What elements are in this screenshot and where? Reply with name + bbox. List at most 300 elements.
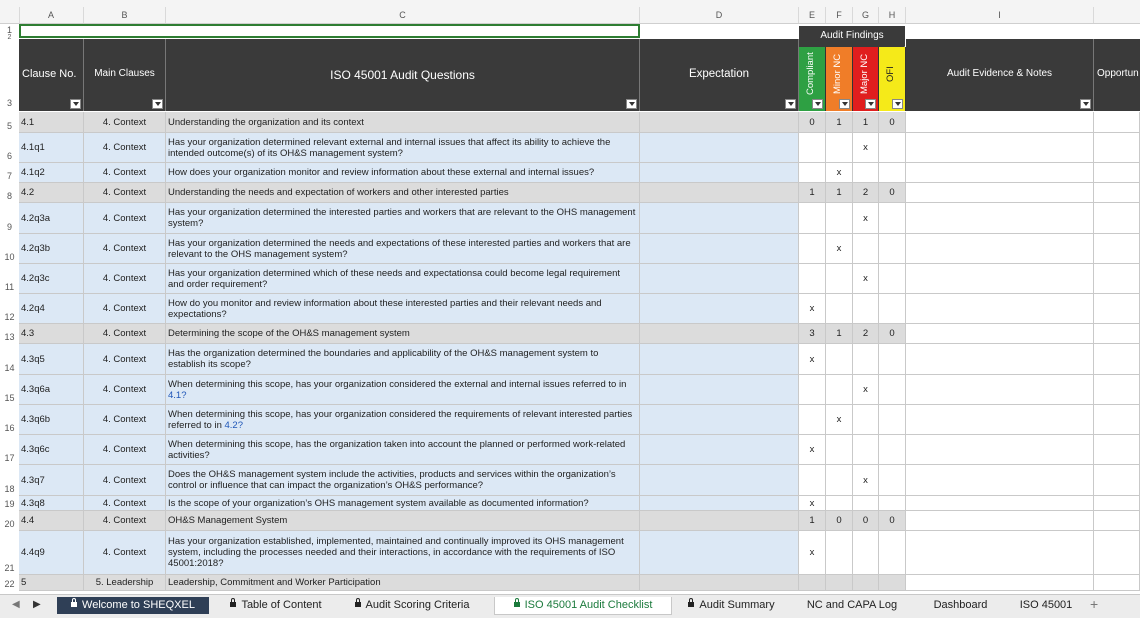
opportunity-cell[interactable] — [1094, 575, 1140, 590]
main-clause-cell[interactable]: 4. Context — [84, 133, 166, 162]
main-clause-cell[interactable]: 4. Context — [84, 435, 166, 464]
question-text — [168, 515, 287, 526]
expectation-cell[interactable] — [640, 531, 799, 574]
minor-nc-cell[interactable]: 1 — [826, 183, 853, 202]
col-header-c[interactable]: C — [166, 7, 640, 23]
question-cell[interactable] — [166, 133, 640, 162]
expectation-cell[interactable] — [640, 405, 799, 434]
opportunity-cell[interactable] — [1094, 324, 1140, 343]
ofi-cell[interactable] — [879, 575, 906, 590]
question-text — [168, 117, 364, 128]
clause-cell[interactable]: 4.4q9 — [19, 531, 84, 574]
main-clause-cell[interactable]: 4. Context — [84, 405, 166, 434]
question-text — [168, 498, 589, 509]
minor-nc-cell[interactable]: x — [826, 405, 853, 434]
question-label: Has your organization determined relevant external and internal issues that affect its ability to achieve the intended outcome(s) of its OH&S management system? — [168, 136, 611, 159]
ofi-cell[interactable] — [879, 405, 906, 434]
question-cell[interactable] — [166, 435, 640, 464]
opportunity-cell[interactable] — [1094, 112, 1140, 132]
question-cell[interactable] — [166, 511, 640, 530]
clause-cell[interactable]: 4.1q1 — [19, 133, 84, 162]
row-number[interactable]: 2 — [7, 34, 12, 41]
minor-nc-cell[interactable] — [826, 264, 853, 293]
ofi-cell[interactable]: 0 — [879, 112, 906, 132]
minor-nc-cell[interactable] — [826, 575, 853, 590]
expectation-cell[interactable] — [640, 203, 799, 233]
row-number[interactable]: 16 — [4, 423, 15, 433]
opportunity-cell[interactable] — [1094, 234, 1140, 263]
row-number[interactable]: 10 — [4, 252, 15, 262]
question-cell[interactable] — [166, 531, 640, 574]
row-number[interactable]: 9 — [6, 222, 12, 232]
col-header-h[interactable]: H — [879, 7, 906, 23]
sheet-tab[interactable] — [217, 597, 335, 614]
ofi-cell[interactable] — [879, 531, 906, 574]
lock-icon — [514, 602, 520, 607]
ofi-cell[interactable]: 0 — [879, 511, 906, 530]
minor-nc-cell[interactable]: x — [826, 163, 853, 182]
question-cell[interactable] — [166, 465, 640, 495]
header-opportunities — [1094, 39, 1140, 111]
tab-scroll-left-icon[interactable]: ◀ — [12, 599, 20, 610]
evidence-cell[interactable] — [906, 133, 1094, 162]
major-nc-cell[interactable]: x — [853, 133, 879, 162]
filter-dropdown-icon[interactable] — [785, 99, 796, 109]
opportunity-cell[interactable] — [1094, 344, 1140, 374]
question-label: When determining this scope, has your organization considered the external and internal issues referred to in — [168, 378, 627, 390]
opportunity-cell[interactable] — [1094, 511, 1140, 530]
question-cell[interactable] — [166, 112, 640, 132]
sheet-tab[interactable] — [57, 597, 209, 614]
filter-dropdown-icon[interactable] — [892, 99, 903, 109]
expectation-cell[interactable] — [640, 324, 799, 343]
question-label: Does the OH&S management system include the activities, products and services within the organization’s control or influence that can impact the organization’s OH&S performance? — [168, 469, 616, 491]
ofi-cell[interactable] — [879, 344, 906, 374]
main-clause-cell[interactable]: 4. Context — [84, 264, 166, 293]
evidence-cell[interactable] — [906, 496, 1094, 510]
compliant-cell[interactable]: x — [799, 435, 826, 464]
clause-cell[interactable]: 4.1q2 — [19, 163, 84, 182]
question-cell[interactable] — [166, 496, 640, 510]
header-minor-nc — [826, 47, 853, 111]
add-sheet-icon[interactable]: + — [1090, 596, 1099, 612]
row-number[interactable]: 15 — [4, 393, 15, 403]
row-number[interactable]: 12 — [4, 312, 15, 322]
evidence-cell[interactable] — [906, 294, 1094, 323]
col-header-g[interactable]: G — [853, 7, 879, 23]
question-label: How do you monitor and review information about these interested parties and their relevant needs and expectations? — [168, 297, 602, 320]
major-nc-cell[interactable]: x — [853, 203, 879, 233]
question-label: Has your organization determined the interested parties and workers that are relevant to the OHS management system? — [168, 207, 636, 229]
filter-dropdown-icon[interactable] — [865, 99, 876, 109]
question-label: When determining this scope, has your organization considered the requirements of relevant interested parties referred to in — [168, 408, 633, 431]
minor-nc-cell[interactable]: x — [826, 234, 853, 263]
evidence-cell[interactable] — [906, 375, 1094, 404]
col-header-f[interactable]: F — [826, 7, 853, 23]
expectation-cell[interactable] — [640, 294, 799, 323]
section-row — [19, 324, 1140, 344]
row-number[interactable]: 18 — [4, 484, 15, 494]
question-row — [19, 405, 1140, 435]
main-clause-cell[interactable]: 4. Context — [84, 294, 166, 323]
evidence-cell[interactable] — [906, 163, 1094, 182]
major-nc-cell[interactable] — [853, 575, 879, 590]
header-ofi — [879, 47, 906, 111]
ofi-cell[interactable] — [879, 375, 906, 404]
major-nc-cell[interactable] — [853, 496, 879, 510]
clause-cell[interactable]: 4.1 — [19, 112, 84, 132]
row-number[interactable]: 6 — [6, 151, 12, 161]
filter-dropdown-icon[interactable] — [626, 99, 637, 109]
question-cell[interactable] — [166, 234, 640, 263]
row-number[interactable]: 17 — [4, 453, 15, 463]
question-label: Understanding the organization and its context — [168, 116, 364, 128]
minor-nc-cell[interactable] — [826, 465, 853, 495]
section-row — [19, 511, 1140, 531]
main-clause-cell[interactable]: 4. Context — [84, 511, 166, 530]
compliant-cell[interactable]: 0 — [799, 112, 826, 132]
clause-cell[interactable]: 4.4 — [19, 511, 84, 530]
header-questions-label: ISO 45001 Audit Questions — [330, 68, 475, 82]
evidence-cell[interactable] — [906, 183, 1094, 202]
main-clause-cell[interactable]: 4. Context — [84, 234, 166, 263]
clause-cell[interactable]: 4.2q3a — [19, 203, 84, 233]
clause-cell[interactable]: 4.2q4 — [19, 294, 84, 323]
major-nc-cell[interactable] — [853, 294, 879, 323]
corner-cell[interactable] — [0, 7, 20, 23]
minor-nc-cell[interactable] — [826, 203, 853, 233]
ofi-cell[interactable] — [879, 496, 906, 510]
row-number[interactable]: 20 — [4, 519, 15, 529]
clause-cell[interactable]: 4.2q3c — [19, 264, 84, 293]
opportunity-cell[interactable] — [1094, 133, 1140, 162]
major-nc-cell[interactable] — [853, 405, 879, 434]
question-row — [19, 435, 1140, 465]
opportunity-cell[interactable] — [1094, 435, 1140, 464]
compliant-cell[interactable]: x — [799, 496, 826, 510]
compliant-cell[interactable]: 1 — [799, 183, 826, 202]
header-clause-no-label: Clause No. — [22, 68, 77, 80]
row-number[interactable]: 1 — [6, 25, 12, 35]
main-clause-cell[interactable]: 4. Context — [84, 375, 166, 404]
minor-nc-cell[interactable] — [826, 531, 853, 574]
evidence-cell[interactable] — [906, 344, 1094, 374]
compliant-cell[interactable] — [799, 264, 826, 293]
evidence-cell[interactable] — [906, 264, 1094, 293]
sheet-tab-label: Audit Summary — [699, 599, 775, 611]
minor-nc-cell[interactable] — [826, 294, 853, 323]
opportunity-cell[interactable] — [1094, 375, 1140, 404]
question-cell[interactable] — [166, 324, 640, 343]
main-clause-cell[interactable]: 4. Context — [84, 324, 166, 343]
col-header-e[interactable]: E — [799, 7, 826, 23]
row-number[interactable]: 3 — [6, 98, 12, 108]
evidence-cell[interactable] — [906, 531, 1094, 574]
main-clause-cell[interactable]: 4. Context — [84, 496, 166, 510]
lock-icon — [688, 602, 694, 607]
question-text — [168, 439, 637, 461]
header-major-nc-label: Major NC — [858, 53, 870, 95]
col-header-a[interactable]: A — [19, 7, 84, 23]
clause-cell[interactable]: 4.3q5 — [19, 344, 84, 374]
question-row — [19, 163, 1140, 183]
minor-nc-cell[interactable] — [826, 496, 853, 510]
sheet-tab[interactable] — [1011, 597, 1081, 614]
major-nc-cell[interactable]: 0 — [853, 511, 879, 530]
col-header-j[interactable] — [1094, 7, 1140, 23]
expectation-cell[interactable] — [640, 183, 799, 202]
evidence-cell[interactable] — [906, 234, 1094, 263]
filter-dropdown-icon[interactable] — [839, 99, 850, 109]
compliant-cell[interactable] — [799, 465, 826, 495]
opportunity-cell[interactable] — [1094, 163, 1140, 182]
major-nc-cell[interactable]: 2 — [853, 324, 879, 343]
major-nc-cell[interactable]: 2 — [853, 183, 879, 202]
row-number[interactable]: 7 — [6, 171, 12, 181]
question-cell[interactable] — [166, 203, 640, 233]
sheet-tab-label: Audit Scoring Criteria — [365, 599, 470, 611]
col-header-d[interactable]: D — [640, 7, 799, 23]
expectation-cell[interactable] — [640, 465, 799, 495]
question-text — [168, 238, 637, 260]
opportunity-cell[interactable] — [1094, 183, 1140, 202]
header-questions — [166, 39, 640, 111]
sheet-tab[interactable] — [494, 597, 672, 615]
expectation-cell[interactable] — [640, 496, 799, 510]
header-ofi-label: OFI — [885, 66, 896, 82]
expectation-cell[interactable] — [640, 511, 799, 530]
question-row — [19, 264, 1140, 294]
sheet-tab-label: NC and CAPA Log — [806, 599, 898, 611]
ofi-cell[interactable] — [879, 203, 906, 233]
question-cell[interactable] — [166, 405, 640, 434]
sheet-tab-label: Table of Content — [241, 599, 322, 611]
col-header-i[interactable]: I — [906, 7, 1094, 23]
lock-icon — [230, 602, 236, 607]
major-nc-cell[interactable]: x — [853, 375, 879, 404]
clause-cell[interactable]: 4.2q3b — [19, 234, 84, 263]
evidence-cell[interactable] — [906, 511, 1094, 530]
clause-cell[interactable]: 4.2 — [19, 183, 84, 202]
evidence-cell[interactable] — [906, 405, 1094, 434]
question-label: Determining the scope of the OH&S management system — [168, 328, 410, 339]
compliant-cell[interactable] — [799, 234, 826, 263]
clause-reference-link[interactable]: 4.1? — [168, 389, 187, 401]
compliant-cell[interactable]: 3 — [799, 324, 826, 343]
question-row — [19, 531, 1140, 575]
clause-cell[interactable]: 4.3q7 — [19, 465, 84, 495]
question-row — [19, 203, 1140, 234]
expectation-cell[interactable] — [640, 264, 799, 293]
ofi-cell[interactable]: 0 — [879, 324, 906, 343]
clause-cell[interactable]: 4.3q6b — [19, 405, 84, 434]
major-nc-cell[interactable]: 1 — [853, 112, 879, 132]
expectation-cell[interactable] — [640, 575, 799, 590]
major-nc-cell[interactable] — [853, 163, 879, 182]
question-cell[interactable] — [166, 294, 640, 323]
main-clause-cell[interactable]: 4. Context — [84, 531, 166, 574]
opportunity-cell[interactable] — [1094, 531, 1140, 574]
main-clause-cell[interactable]: 4. Context — [84, 465, 166, 495]
minor-nc-cell[interactable]: 1 — [826, 112, 853, 132]
minor-nc-cell[interactable] — [826, 435, 853, 464]
opportunity-cell[interactable] — [1094, 294, 1140, 323]
compliant-cell[interactable]: x — [799, 531, 826, 574]
sheet-tab[interactable] — [677, 597, 786, 614]
clause-cell[interactable]: 4.3q8 — [19, 496, 84, 510]
clause-cell[interactable]: 4.3q6a — [19, 375, 84, 404]
expectation-cell[interactable] — [640, 344, 799, 374]
minor-nc-cell[interactable] — [826, 375, 853, 404]
section-row — [19, 183, 1140, 203]
compliant-cell[interactable] — [799, 203, 826, 233]
compliant-cell[interactable]: x — [799, 344, 826, 374]
sheet-tab[interactable] — [915, 597, 1006, 614]
main-clause-cell[interactable]: 4. Context — [84, 163, 166, 182]
filter-dropdown-icon[interactable] — [152, 99, 163, 109]
sheet-tab-label: Welcome to SHEQXEL — [82, 599, 195, 611]
selected-cell-range[interactable] — [19, 24, 640, 38]
question-text — [168, 207, 637, 229]
expectation-cell[interactable] — [640, 112, 799, 132]
header-expectation — [640, 39, 799, 111]
col-header-b[interactable]: B — [84, 7, 166, 23]
compliant-cell[interactable] — [799, 133, 826, 162]
header-expectation-label: Expectation — [688, 68, 750, 80]
question-label: Understanding the needs and expectation of workers and other interested parties — [168, 187, 509, 198]
compliant-cell[interactable] — [799, 575, 826, 590]
expectation-cell[interactable] — [640, 163, 799, 182]
lock-icon — [71, 602, 77, 607]
row-number[interactable]: 8 — [6, 191, 12, 201]
question-label: When determining this scope, has the organization taken into account the planned or performed work-related activities? — [168, 438, 626, 461]
expectation-cell[interactable] — [640, 435, 799, 464]
audit-findings-title: Audit Findings — [799, 26, 905, 46]
ofi-cell[interactable]: 0 — [879, 183, 906, 202]
question-cell[interactable] — [166, 344, 640, 374]
question-cell[interactable] — [166, 183, 640, 202]
question-cell[interactable] — [166, 264, 640, 293]
filter-dropdown-icon[interactable] — [1080, 99, 1091, 109]
row-number[interactable]: 5 — [6, 121, 12, 131]
question-text — [168, 167, 594, 178]
minor-nc-cell[interactable]: 0 — [826, 511, 853, 530]
compliant-cell[interactable]: x — [799, 294, 826, 323]
question-label: Has your organization established, implemented, maintained and continually improved its OHS management system, including the processes needed and their interactions, in accordance with the requirements of ISO 45001:2018? — [168, 536, 624, 569]
ofi-cell[interactable] — [879, 264, 906, 293]
column-header-bar — [0, 7, 1140, 24]
compliant-cell[interactable]: 1 — [799, 511, 826, 530]
opportunity-cell[interactable] — [1094, 405, 1140, 434]
expectation-cell[interactable] — [640, 375, 799, 404]
question-cell[interactable] — [166, 575, 640, 590]
ofi-cell[interactable] — [879, 163, 906, 182]
minor-nc-cell[interactable] — [826, 133, 853, 162]
question-label: Has the organization determined the boundaries and applicability of the OH&S management system to establish its scope? — [168, 348, 599, 370]
major-nc-cell[interactable] — [853, 344, 879, 374]
opportunity-cell[interactable] — [1094, 203, 1140, 233]
tab-scroll-right-icon[interactable]: ▶ — [33, 599, 41, 610]
compliant-cell[interactable] — [799, 163, 826, 182]
clause-cell[interactable]: 4.3 — [19, 324, 84, 343]
lock-icon — [355, 602, 361, 607]
major-nc-cell[interactable] — [853, 234, 879, 263]
row-number[interactable]: 19 — [4, 499, 15, 509]
question-text — [168, 298, 637, 320]
minor-nc-cell[interactable]: 1 — [826, 324, 853, 343]
clause-cell[interactable]: 5 — [19, 575, 84, 590]
question-cell[interactable] — [166, 163, 640, 182]
major-nc-cell[interactable]: x — [853, 264, 879, 293]
major-nc-cell[interactable]: x — [853, 465, 879, 495]
question-row — [19, 465, 1140, 496]
main-clause-cell[interactable]: 4. Context — [84, 203, 166, 233]
sheet-tab[interactable] — [343, 597, 481, 614]
ofi-cell[interactable] — [879, 465, 906, 495]
section-row — [19, 575, 1140, 591]
minor-nc-cell[interactable] — [826, 344, 853, 374]
question-row — [19, 133, 1140, 163]
evidence-cell[interactable] — [906, 575, 1094, 590]
ofi-cell[interactable] — [879, 435, 906, 464]
major-nc-cell[interactable] — [853, 435, 879, 464]
question-text — [168, 577, 381, 588]
row-number[interactable]: 13 — [4, 332, 15, 342]
main-clause-cell[interactable]: 5. Leadership — [84, 575, 166, 590]
question-row — [19, 496, 1140, 511]
evidence-cell[interactable] — [906, 324, 1094, 343]
header-minor-nc-label: Minor NC — [832, 53, 843, 95]
question-text — [168, 409, 637, 431]
evidence-cell[interactable] — [906, 465, 1094, 495]
header-main-clauses-label: Main Clauses — [94, 68, 155, 79]
ofi-cell[interactable] — [879, 294, 906, 323]
question-text — [168, 187, 509, 198]
filter-dropdown-icon[interactable] — [70, 99, 81, 109]
row-number[interactable]: 14 — [4, 363, 15, 373]
expectation-cell[interactable] — [640, 133, 799, 162]
ofi-cell[interactable] — [879, 133, 906, 162]
row-number[interactable]: 22 — [4, 579, 15, 589]
main-clause-cell[interactable]: 4. Context — [84, 112, 166, 132]
opportunity-cell[interactable] — [1094, 264, 1140, 293]
evidence-cell[interactable] — [906, 203, 1094, 233]
clause-cell[interactable]: 4.3q6c — [19, 435, 84, 464]
header-compliant-label: Compliant — [805, 52, 816, 96]
major-nc-cell[interactable] — [853, 531, 879, 574]
evidence-cell[interactable] — [906, 112, 1094, 132]
expectation-cell[interactable] — [640, 234, 799, 263]
row-number[interactable]: 21 — [4, 563, 15, 573]
question-text — [168, 348, 637, 370]
question-cell[interactable] — [166, 375, 640, 404]
opportunity-cell[interactable] — [1094, 465, 1140, 495]
evidence-cell[interactable] — [906, 435, 1094, 464]
filter-dropdown-icon[interactable] — [812, 99, 823, 109]
clause-reference-link[interactable]: 4.2? — [224, 419, 243, 431]
question-text — [168, 137, 637, 159]
opportunity-cell[interactable] — [1094, 496, 1140, 510]
sheet-tab[interactable] — [795, 597, 909, 614]
compliant-cell[interactable] — [799, 405, 826, 434]
compliant-cell[interactable] — [799, 375, 826, 404]
main-clause-cell[interactable]: 4. Context — [84, 344, 166, 374]
ofi-cell[interactable] — [879, 234, 906, 263]
main-clause-cell[interactable]: 4. Context — [84, 183, 166, 202]
row-number[interactable]: 11 — [4, 282, 15, 292]
question-label: OH&S Management System — [168, 515, 288, 526]
header-clause-no — [19, 39, 84, 111]
